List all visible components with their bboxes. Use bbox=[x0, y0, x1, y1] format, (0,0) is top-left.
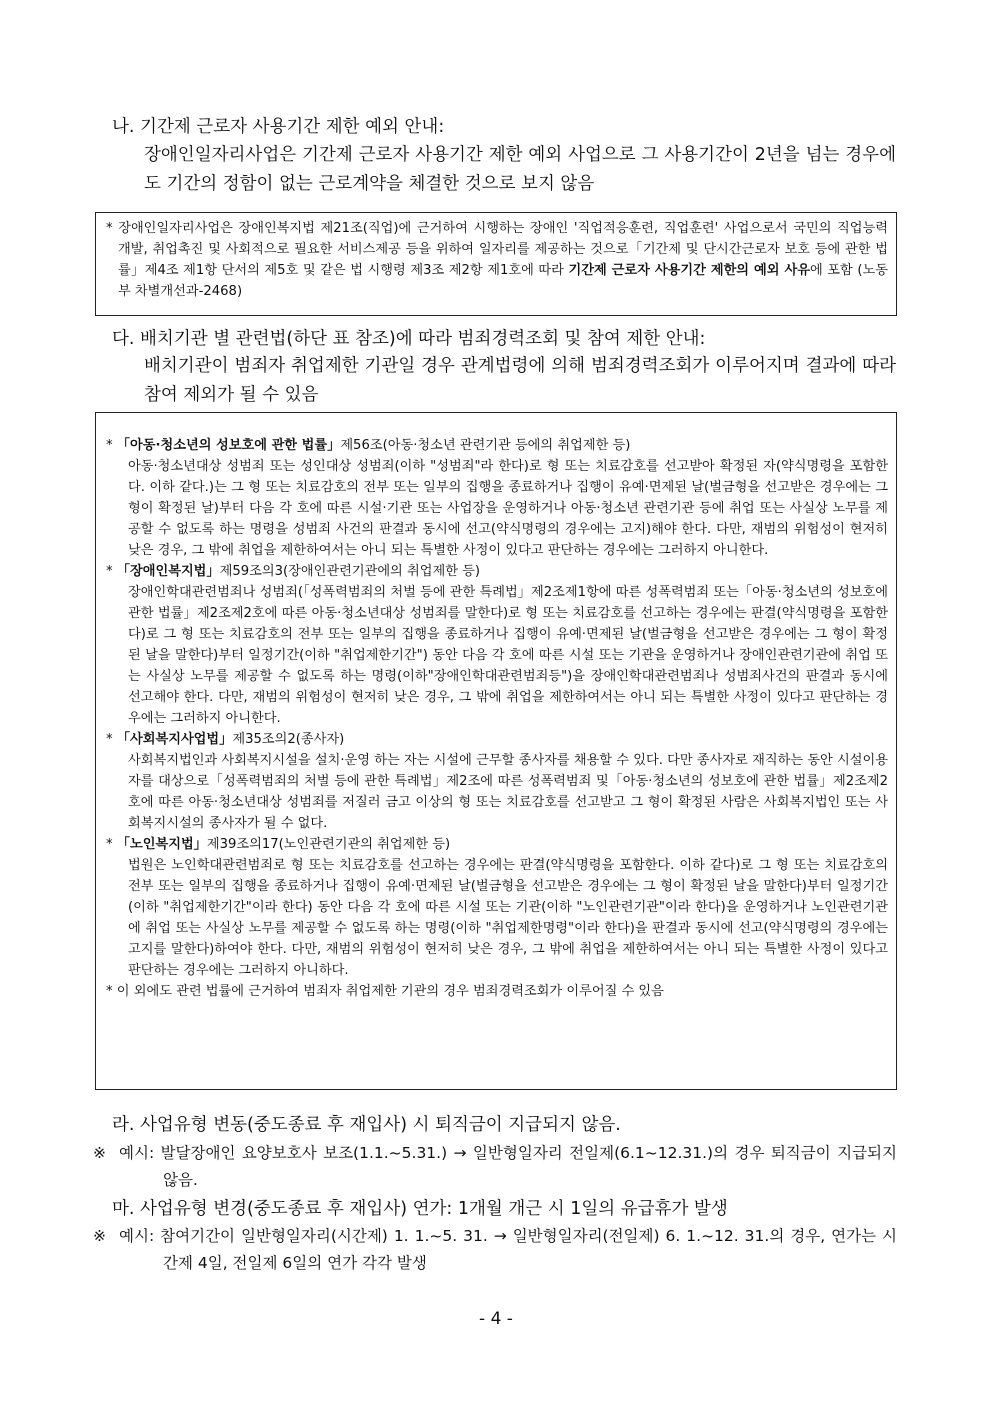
example-text: 발달장애인 요양보호사 보조(1.1.~5.31.) → 일반형일자리 전일제(6.1~12.31.)의 경우 퇴직금이 지급되지 않음. bbox=[160, 1144, 897, 1189]
section-ra-example bbox=[93, 1140, 897, 1194]
section-na-heading: 나. 기간제 근로자 사용기간 제한 예외 안내: bbox=[112, 117, 445, 137]
box-footnote: * 이 외에도 관련 법률에 근거하여 범죄자 취업제한 기관의 경우 범죄경력조회가 이루어질 수 있음 bbox=[106, 984, 664, 999]
section-ra-heading: 라. 사업유형 변동(중도종료 후 재입사) 시 퇴직금이 지급되지 않음. bbox=[112, 1115, 621, 1135]
section-ma-heading: 마. 사업유형 변경(중도종료 후 재입사) 연가: 1개월 개근 시 1일의 유급휴가 발생 bbox=[112, 1199, 728, 1219]
law-disability-body: 장애인학대관련범죄나 성범죄(「성폭력범죄의 처벌 등에 관한 특례법」제2조제1항에 따른 성폭력범죄 또는「아동·청소년의 성보호에 관한 법률」제2조제2호에 따른 아동·청소년대상 성범죄를 말한다)로 형 또는 치료감호를 선고하는 경우에는 판결(약식명령을 포함한다)로 그 형 또는 치료감호의 전부 또는 일부의 집행을 종료하거나 집행이 유예·면제된 날(벌금형을 선고받은 경우에는 그 형이 확정된 날을 말한다)부터 일정기간(이하 "취업제한기간") 동안 다음 각 호에 따른 시설 또는 기관을 운영하거나 장애인관련기관에 취업 또는 사실상 노무를 제공할 수 없도록 하는 명령(이하"장애인학대관련범죄등")을 장애인학대관련범죄나 성범죄사건의 판결과 동시에 선고해야 한다. 다만, 재범의 위험성이 현저히 낮은 경우, 그 밖에 취업을 제한하여서는 아니 되는 특별한 사정이 있다고 판단하는 경우에는 그러하지 아니한다. bbox=[128, 585, 888, 726]
example-text: 참여기간이 일반형일자리(시간제) 1. 1.~5. 31. → 일반형일자리(전일제) 6. 1.~12. 31.의 경우, 연가는 시간제 4일, 전일제 6일의 연가 각각 발생 bbox=[160, 1227, 897, 1272]
reference-mark: ※ bbox=[93, 1227, 106, 1245]
note-box-fixed-term-text: * 장애인일자리사업은 장애인복지법 제21조(직업)에 근거하여 시행하는 장애인 '직업적응훈련, 직업훈련' 사업으로서 국민의 직업능력 개발, 취업촉진 및 사회적으로 필요한 서비스제공 등을 위하여 일자리를 제공하는 것으로「기간제 및 단시간근로자 보호 등에 관한 법률」제4조 제1항 단서의 제5호 및 같은 법 시행령 제3조 제2항 제1호에 따라 기간제 근로자 사용기간 제한의 예외 사유에 포함 (노동부 차별개선과-2468) bbox=[106, 221, 888, 299]
section-na-body: 장애인일자리사업은 기간제 근로자 사용기간 제한 예외 사업으로 그 사용기간이 2년을 넘는 경우에도 기간의 정함이 없는 근로계약을 체결한 것으로 보지 않음 bbox=[144, 145, 896, 194]
law-disability-title: * 「장애인복지법」제59조의3(장애인관련기관에의 취업제한 등) bbox=[106, 564, 481, 579]
law-youth-title: * 「아동·청소년의 성보호에 관한 법률」제56조(아동·청소년 관련기관 등에의 취업제한 등) bbox=[106, 438, 631, 453]
law-social-welfare-body: 사회복지법인과 사회복지시설을 설치·운영 하는 자는 시설에 근무할 종사자를 채용할 수 있다. 다만 종사자로 재직하는 동안 시설이용자를 대상으로「성폭력범죄의 처벌 등에 관한 특례법」제2조에 따른 성폭력범죄 및「아동·청소년의 성보호에 관한 법률」제2조제2호에 따른 아동·청소년대상 성범죄를 저질러 금고 이상의 형 또는 치료감호를 선고받고 그 형이 확정된 사람은 사회복지법인 또는 사회복지시설의 종사자가 될 수 없다. bbox=[128, 753, 888, 831]
law-youth-body: 아동·청소년대상 성범죄 또는 성인대상 성범죄(이하 "성범죄"라 한다)로 형 또는 치료감호를 선고받아 확정된 자(약식명령을 포함한다. 이하 같다.)는 그 형 또는 치료감호의 전부 또는 일부의 집행을 종료하거나 집행이 유예·면제된 날(벌금형을 선고받은 경우에는 그 형이 확정된 날)부터 다음 각 호에 따른 시설·기관 또는 사업장을 운영하거나 아동·청소년 관련기관 등에 취업 또는 사실상 노무를 제공할 수 없도록 하는 명령을 성범죄 사건의 판결과 동시에 선고(약식명령의 경우에는 고지)해야 한다. 다만, 재범의 위험성이 현저히 낮은 경우, 그 밖에 취업을 제한하여서는 아니 되는 특별한 사정이 있다고 판단하는 경우에는 그러하지 아니한다. bbox=[128, 459, 888, 558]
section-da-body: 배치기관이 범죄자 취업제한 기관일 경우 관계법령에 의해 범죄경력조회가 이루어지며 결과에 따라 참여 제외가 될 수 있음 bbox=[144, 356, 896, 405]
reference-mark: ※ bbox=[93, 1144, 106, 1162]
note-box-criminal-check bbox=[95, 412, 897, 1090]
law-elderly-title: * 「노인복지법」제39조의17(노인관련기관의 취업제한 등) bbox=[106, 837, 451, 852]
example-label: 예시: bbox=[119, 1227, 155, 1245]
note-box-fixed-term bbox=[95, 212, 897, 316]
page-number: - 4 - bbox=[479, 1309, 513, 1329]
section-da-heading: 다. 배치기관 별 관련법(하단 표 참조)에 따라 범죄경력조회 및 참여 제한 안내: bbox=[112, 329, 706, 349]
law-elderly-body: 법원은 노인학대관련범죄로 형 또는 치료감호를 선고하는 경우에는 판결(약식명령을 포함한다. 이하 같다)로 그 형 또는 치료감호의 전부 또는 일부의 집행을 종료하거나 집행이 유예·면제된 날(벌금형을 선고받은 경우에는 그 형이 확정된 날을 말한다)부터 일정기간(이하 "취업제한기간"이라 한다) 동안 다음 각 호에 따른 시설 또는 기관(이하 "노인관련기관"이라 한다)을 운영하거나 노인관련기관에 취업 또는 사실상 노무를 제공할 수 없도록 하는 명령(이하 "취업제한명령"이라 한다)을 판결과 동시에 선고(약식명령의 경우에는 고지를 말한다)하여야 한다. 다만, 재범의 위험성이 현저히 낮은 경우, 그 밖에 취업을 제한하여서는 아니 되는 특별한 사정이 있다고 판단하는 경우에는 그러하지 아니하다. bbox=[128, 858, 888, 978]
section-ma-example bbox=[93, 1223, 897, 1277]
law-social-welfare-title: * 「사회복지사업법」제35조의2(종사자) bbox=[106, 732, 345, 747]
example-label: 예시: bbox=[119, 1144, 155, 1162]
